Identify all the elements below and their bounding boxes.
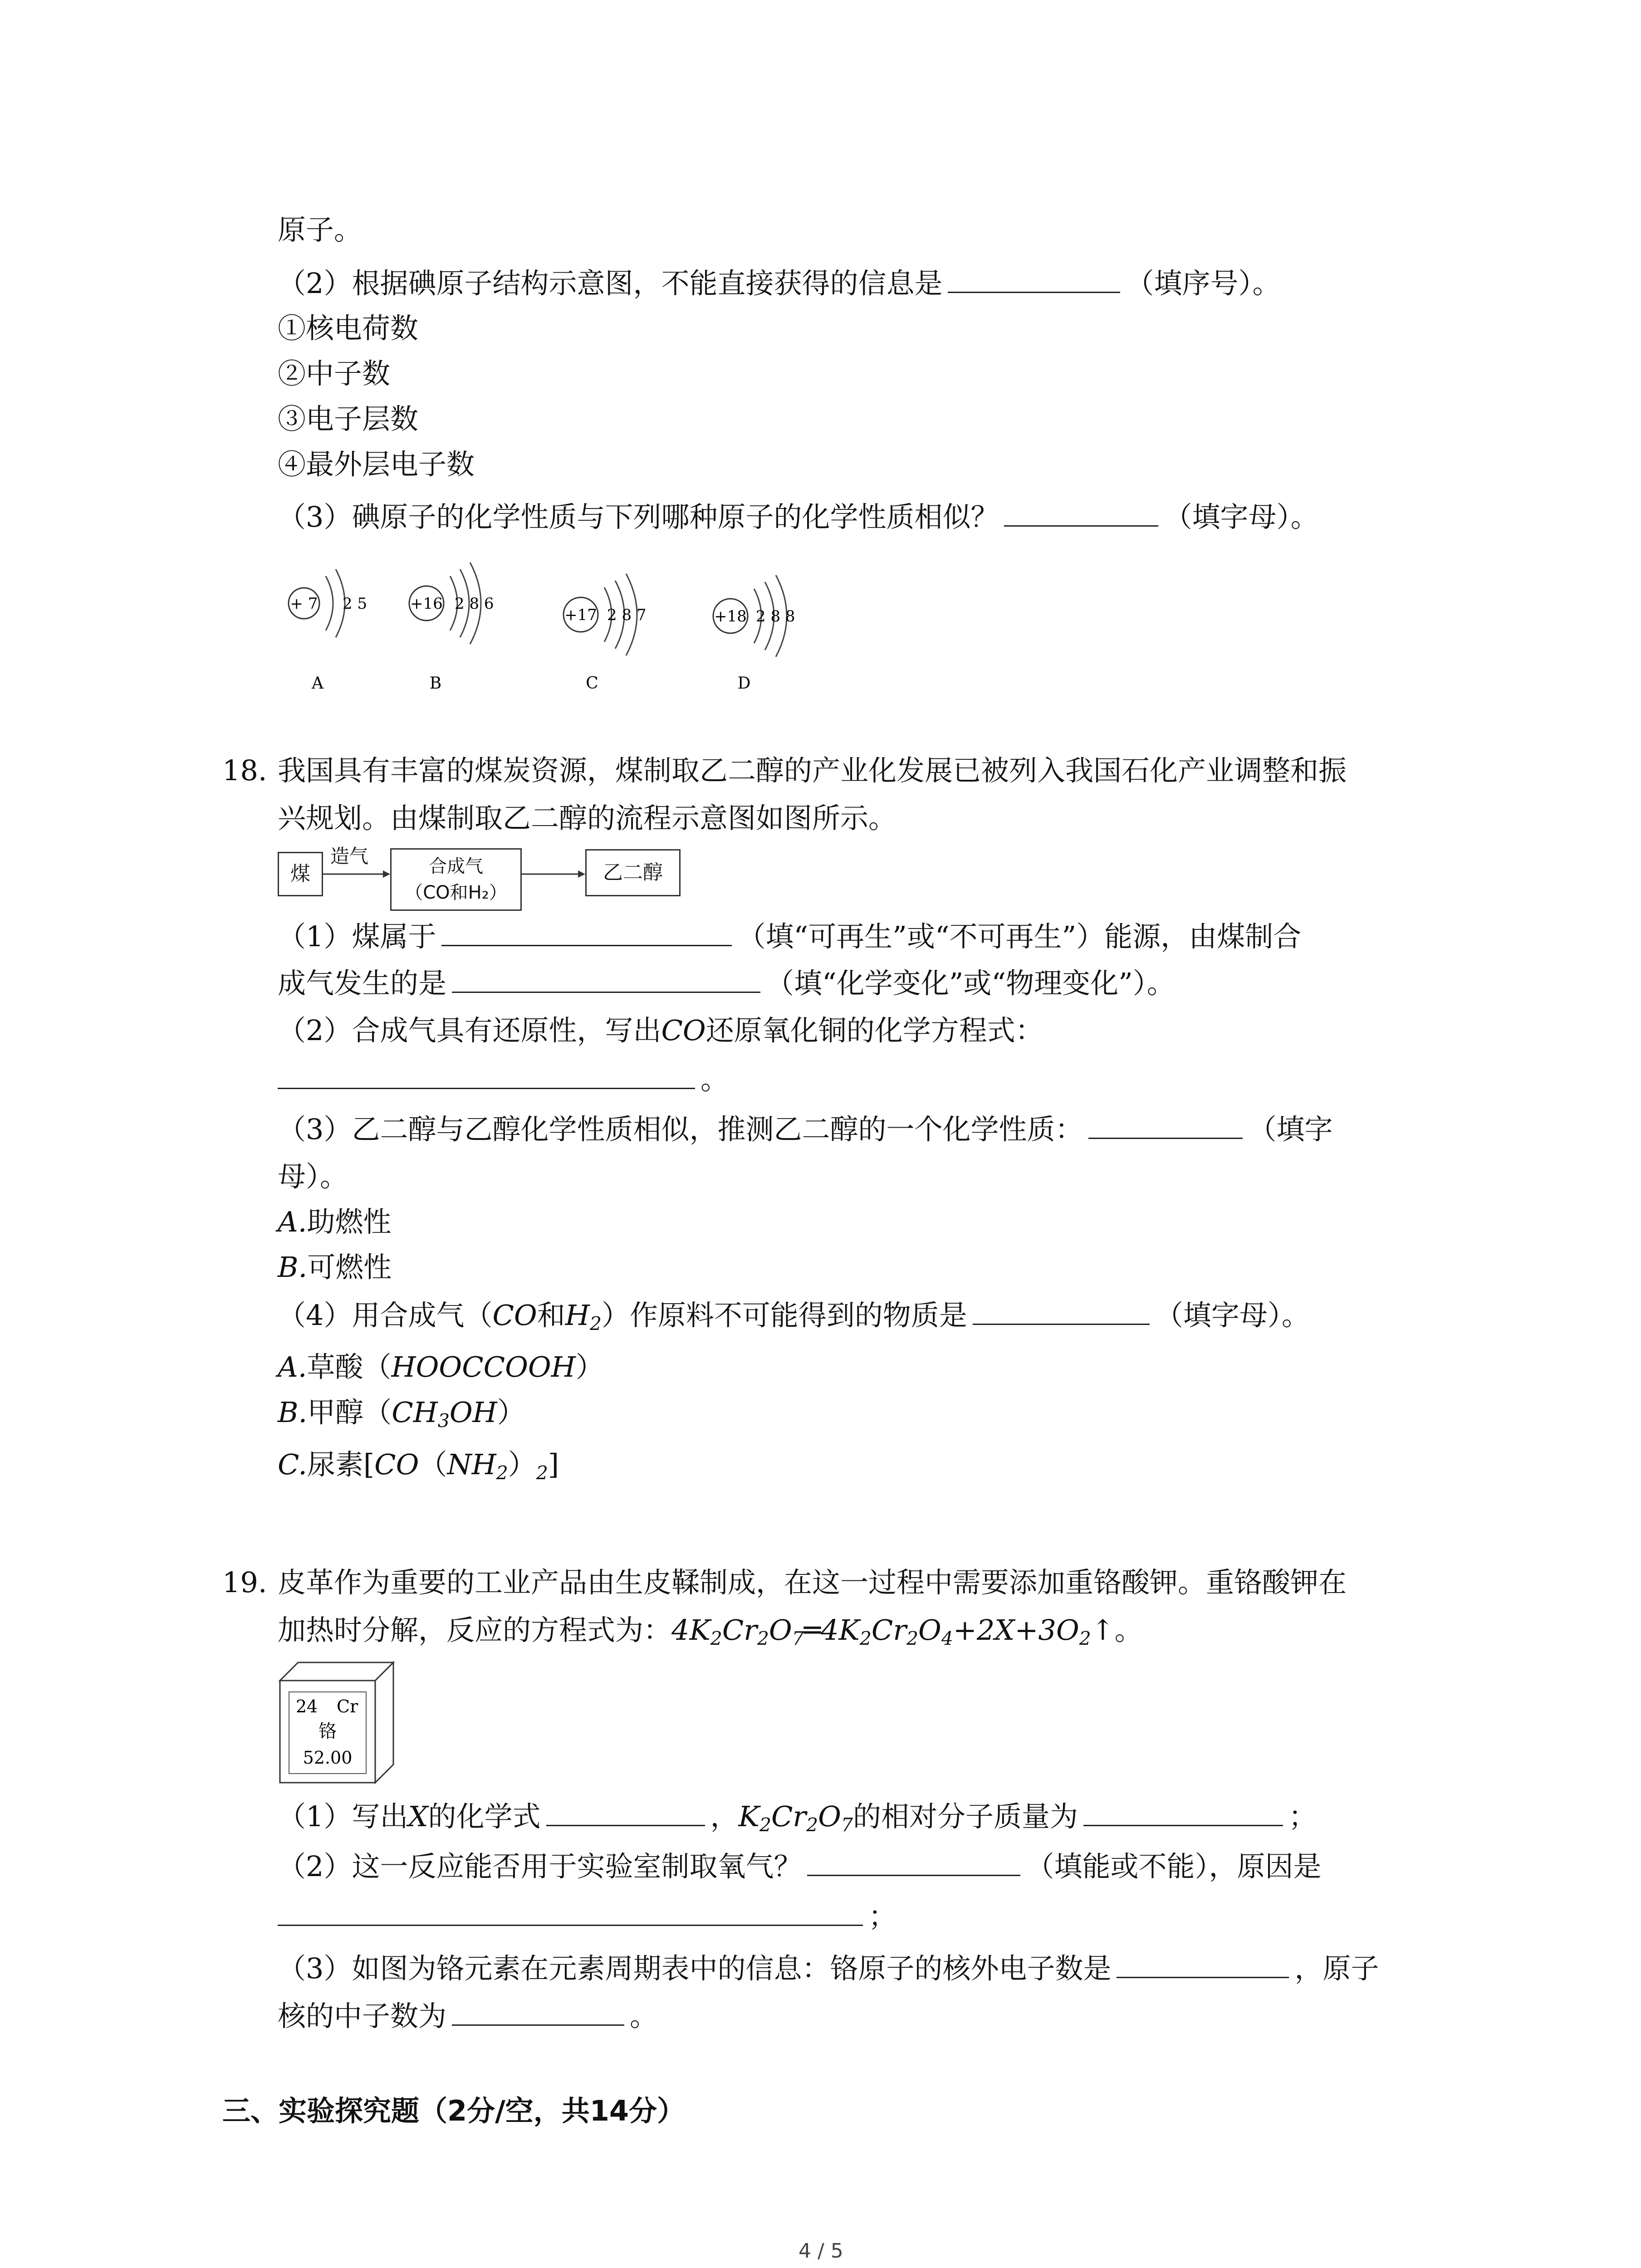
q18-p2-end: 。 bbox=[700, 1063, 729, 1096]
q18-p4-c: （填字母）。 bbox=[1155, 1299, 1310, 1332]
q18-p4-opt-b-text: 甲醇（ bbox=[307, 1396, 392, 1429]
q19-p3-a: （3）如图为铬元素在元素周期表中的信息：铬原子的核外电子数是 bbox=[278, 1952, 1112, 1985]
q18-p4-opt-c-f1: CO bbox=[374, 1448, 419, 1481]
q19-intro-line2 bbox=[278, 1613, 1143, 1648]
q19-part2-answer bbox=[278, 1898, 896, 1934]
q19-part1 bbox=[278, 1799, 1317, 1834]
atom-c-nucleus: +17 bbox=[564, 606, 597, 624]
q18-p4-option-b bbox=[278, 1395, 525, 1430]
q18-p4-opt-b-close: ） bbox=[497, 1396, 525, 1429]
q18-part4 bbox=[278, 1297, 1310, 1333]
flow-step-label: 造气 bbox=[330, 845, 369, 867]
atom-b-label: B bbox=[429, 674, 442, 693]
q17-p2-blank[interactable] bbox=[948, 265, 1120, 293]
q18-p4-opt-c-letter: C. bbox=[278, 1448, 307, 1481]
q19-p1-blank2[interactable] bbox=[1083, 1799, 1283, 1826]
q19-intro2-text: 加热时分解，反应的方程式为： bbox=[278, 1613, 672, 1647]
eq-f: O bbox=[918, 1613, 941, 1647]
flow-syngas-formula: （CO和H₂） bbox=[405, 882, 507, 903]
eq-b-sub: 2 bbox=[757, 1628, 769, 1650]
atom-d-nucleus: +18 bbox=[714, 607, 747, 626]
q18-part1-line1 bbox=[278, 919, 1301, 954]
atom-b-nucleus: +16 bbox=[410, 595, 443, 613]
eq-g-sub: 2 bbox=[1079, 1628, 1091, 1650]
q19-p3-b: ，原子 bbox=[1294, 1952, 1379, 1985]
q18-p4-a: （4）用合成气（ bbox=[278, 1299, 493, 1332]
q18-p1-blank1[interactable] bbox=[441, 919, 732, 946]
atom-diagram-d bbox=[713, 575, 795, 693]
q17-part2 bbox=[278, 265, 1280, 301]
element-atomic-number: 24 bbox=[296, 1696, 318, 1716]
q18-p4-opt-b-sub: 3 bbox=[437, 1410, 450, 1432]
q18-p4-opt-a-letter: A. bbox=[278, 1350, 307, 1383]
flow-box-coal: 煤 bbox=[278, 852, 323, 896]
q19-p1-a: （1）写出 bbox=[278, 1800, 408, 1833]
q18-intro-line2: 兴规划。由煤制取乙二醇的流程示意图如图所示。 bbox=[278, 802, 897, 835]
q18-p1-c: 成气发生的是 bbox=[278, 967, 447, 1000]
q18-p3-option-b bbox=[278, 1250, 392, 1285]
eq-e-sub: 2 bbox=[906, 1628, 919, 1650]
q18-part2 bbox=[278, 1013, 1043, 1048]
q17-option-2: ②中子数 bbox=[278, 357, 391, 390]
q17-option-4: ④最外层电子数 bbox=[278, 448, 475, 481]
q19-p3-c: 核的中子数为 bbox=[278, 1999, 447, 2033]
eq-e: Cr bbox=[871, 1613, 906, 1647]
atom-a-label: A bbox=[312, 674, 323, 693]
q18-p3-blank[interactable] bbox=[1088, 1111, 1243, 1139]
atom-a-shells: 2 5 bbox=[343, 595, 367, 613]
q18-p3-opt-a-letter: A. bbox=[278, 1205, 307, 1238]
atom-structure-diagrams bbox=[272, 544, 862, 708]
q18-p4-opt-b-letter: B. bbox=[278, 1396, 308, 1429]
q17-continuation: 原子。 bbox=[278, 213, 362, 246]
q18-part1-line2 bbox=[278, 965, 1175, 1001]
q18-part3 bbox=[278, 1111, 1332, 1147]
q17-option-1: ①核电荷数 bbox=[278, 312, 419, 345]
q17-p2-hint: （填序号）。 bbox=[1126, 267, 1281, 300]
q19-p1-e: ； bbox=[1288, 1800, 1317, 1833]
q18-p1-b: （填“可再生”或“不可再生”）能源，由煤制合 bbox=[737, 920, 1302, 953]
q19-p2-blank2[interactable] bbox=[278, 1898, 863, 1926]
q18-p4-h: H bbox=[565, 1299, 590, 1332]
q19-intro-line1: 皮革作为重要的工业产品由生皮鞣制成，在这一过程中需要添加重铬酸钾。重铬酸钾在 bbox=[278, 1566, 1347, 1599]
q18-p2-b: 还原氧化铜的化学方程式： bbox=[705, 1014, 1043, 1047]
eq-g: +2X+3O bbox=[953, 1613, 1079, 1647]
q19-number: 19. bbox=[222, 1566, 267, 1599]
q18-p4-opt-c-text: 尿素[ bbox=[307, 1448, 375, 1481]
flow-box-product: 乙二醇 bbox=[585, 849, 681, 896]
atom-b-shells: 2 8 6 bbox=[455, 595, 494, 613]
q18-p4-opt-a-formula: HOOCCOOH bbox=[391, 1350, 576, 1383]
eq-end: 。 bbox=[1114, 1613, 1143, 1647]
q18-number: 18. bbox=[222, 754, 267, 787]
q18-p4-blank[interactable] bbox=[973, 1297, 1150, 1325]
flow-arrow-2 bbox=[522, 867, 585, 881]
q19-equation bbox=[671, 1613, 1143, 1650]
q19-p3-blank2[interactable] bbox=[452, 1998, 624, 2026]
flow-box-syngas bbox=[390, 848, 522, 911]
q18-p4-and: 和 bbox=[537, 1299, 565, 1332]
q18-p4-h-sub: 2 bbox=[589, 1313, 602, 1335]
flow-syngas-label: 合成气 bbox=[429, 856, 483, 877]
q19-p1-d: 的相对分子质量为 bbox=[852, 1800, 1078, 1833]
atom-d-label: D bbox=[737, 674, 751, 693]
eq-d-sub: 2 bbox=[859, 1628, 872, 1650]
q19-p1-cr: Cr bbox=[771, 1800, 807, 1833]
q17-p2-text: （2）根据碘原子结构示意图，不能直接获得的信息是 bbox=[278, 267, 943, 300]
q19-part3-cont bbox=[278, 1998, 658, 2034]
q18-p4-opt-c-paren: （ bbox=[419, 1448, 447, 1481]
q18-p1-d: （填“化学变化”或“物理变化”）。 bbox=[766, 967, 1175, 1000]
q19-p1-o: O bbox=[818, 1800, 841, 1833]
q18-p2-blank[interactable] bbox=[278, 1061, 695, 1089]
q18-intro-line1: 我国具有丰富的煤炭资源，煤制取乙二醇的产业化发展已被列入我国石化产业调整和振 bbox=[278, 754, 1347, 787]
q18-p2-a: （2）合成气具有还原性，写出 bbox=[278, 1014, 661, 1047]
eq-c: O bbox=[769, 1613, 792, 1647]
eq-arrow: ═ bbox=[803, 1613, 821, 1647]
q17-p3-blank[interactable] bbox=[1004, 499, 1158, 527]
eq-c-sub: 7 bbox=[792, 1628, 804, 1650]
page-number: 4 / 5 bbox=[798, 2239, 843, 2263]
q18-p4-option-c bbox=[278, 1447, 559, 1482]
atom-diagram-b bbox=[409, 562, 494, 693]
q18-p4-opt-c-f2: NH bbox=[447, 1448, 496, 1481]
q18-p4-opt-a-text: 草酸（ bbox=[307, 1350, 392, 1383]
element-mass: 52.00 bbox=[303, 1748, 353, 1768]
atom-diagram-a bbox=[289, 569, 367, 693]
element-symbol: Cr bbox=[337, 1696, 358, 1716]
eq-a: 4K bbox=[671, 1613, 710, 1647]
q19-p1-c: ， bbox=[710, 1800, 739, 1833]
q18-p2-co: CO bbox=[661, 1014, 706, 1047]
q18-p3-a: （3）乙二醇与乙醇化学性质相似，推测乙二醇的一个化学性质： bbox=[278, 1113, 1083, 1146]
q18-p3-opt-b-letter: B. bbox=[278, 1251, 308, 1284]
q18-p4-opt-b-f1: CH bbox=[392, 1396, 438, 1429]
q18-p4-option-a bbox=[278, 1349, 604, 1385]
q19-part3 bbox=[278, 1950, 1379, 1986]
q18-p1-blank2[interactable] bbox=[452, 965, 760, 993]
q19-p3-end: 。 bbox=[630, 1999, 658, 2033]
q19-p2-b: （填能或不能），原因是 bbox=[1026, 1850, 1322, 1883]
q19-p1-o-sub: 7 bbox=[841, 1814, 853, 1836]
q18-p4-opt-c-close: ] bbox=[548, 1448, 559, 1481]
q19-p1-cr-sub: 2 bbox=[806, 1814, 818, 1836]
q18-p4-opt-c-sub1: 2 bbox=[496, 1462, 508, 1484]
q19-p1-k: K bbox=[738, 1800, 759, 1833]
q19-p2-end: ； bbox=[868, 1900, 897, 1933]
eq-f-sub: 4 bbox=[941, 1628, 953, 1650]
atom-diagram-c bbox=[563, 574, 647, 693]
atom-c-shells: 2 8 7 bbox=[607, 606, 647, 624]
q18-p4-opt-c-paren2: ） bbox=[508, 1448, 536, 1481]
q18-p4-opt-a-close: ） bbox=[575, 1350, 604, 1383]
q17-part3 bbox=[278, 499, 1318, 535]
eq-a-sub: 2 bbox=[710, 1628, 722, 1650]
q17-p3-hint: （填字母）。 bbox=[1164, 500, 1319, 533]
q18-p4-b: ）作原料不可能得到的物质是 bbox=[601, 1299, 967, 1332]
eq-up-arrow: ↑ bbox=[1091, 1613, 1115, 1647]
q19-p1-b: 的化学式 bbox=[428, 1800, 541, 1833]
q19-part2 bbox=[278, 1848, 1321, 1884]
q18-p4-opt-c-sub2: 2 bbox=[536, 1462, 548, 1484]
q18-p3-b: （填字 bbox=[1248, 1113, 1333, 1146]
q17-option-3: ③电子层数 bbox=[278, 402, 419, 435]
q18-part2-answer bbox=[278, 1061, 729, 1097]
eq-b: Cr bbox=[722, 1613, 757, 1647]
q18-p4-opt-b-f2: OH bbox=[449, 1396, 497, 1429]
q19-p3-blank1[interactable] bbox=[1117, 1950, 1289, 1978]
q17-p3-text: （3）碘原子的化学性质与下列哪种原子的化学性质相似？ bbox=[278, 500, 999, 533]
q19-p1-blank1[interactable] bbox=[546, 1799, 705, 1826]
q18-p1-a: （1）煤属于 bbox=[278, 920, 436, 953]
q18-part3-cont: 母）。 bbox=[278, 1160, 348, 1193]
flow-arrow-1 bbox=[323, 867, 390, 881]
q19-p1-k-sub: 2 bbox=[759, 1814, 771, 1836]
q19-p1-x: X bbox=[408, 1800, 428, 1833]
chromium-element-cube bbox=[278, 1660, 405, 1787]
q18-p4-co: CO bbox=[492, 1299, 537, 1332]
atom-c-label: C bbox=[586, 674, 598, 693]
q19-p2-a: （2）这一反应能否用于实验室制取氧气？ bbox=[278, 1850, 802, 1883]
atom-d-shells: 2 8 8 bbox=[756, 607, 795, 626]
q19-p2-blank1[interactable] bbox=[807, 1848, 1020, 1876]
q18-p3-opt-b-text: 可燃性 bbox=[307, 1251, 392, 1284]
section-3-heading: 三、实验探究题（2分/空，共14分） bbox=[222, 2094, 686, 2127]
q18-p3-option-a bbox=[278, 1204, 392, 1240]
atom-a-nucleus: + 7 bbox=[290, 595, 318, 613]
element-name: 铬 bbox=[318, 1721, 337, 1742]
eq-d: 4K bbox=[821, 1613, 860, 1647]
q18-p3-opt-a-text: 助燃性 bbox=[307, 1205, 392, 1238]
